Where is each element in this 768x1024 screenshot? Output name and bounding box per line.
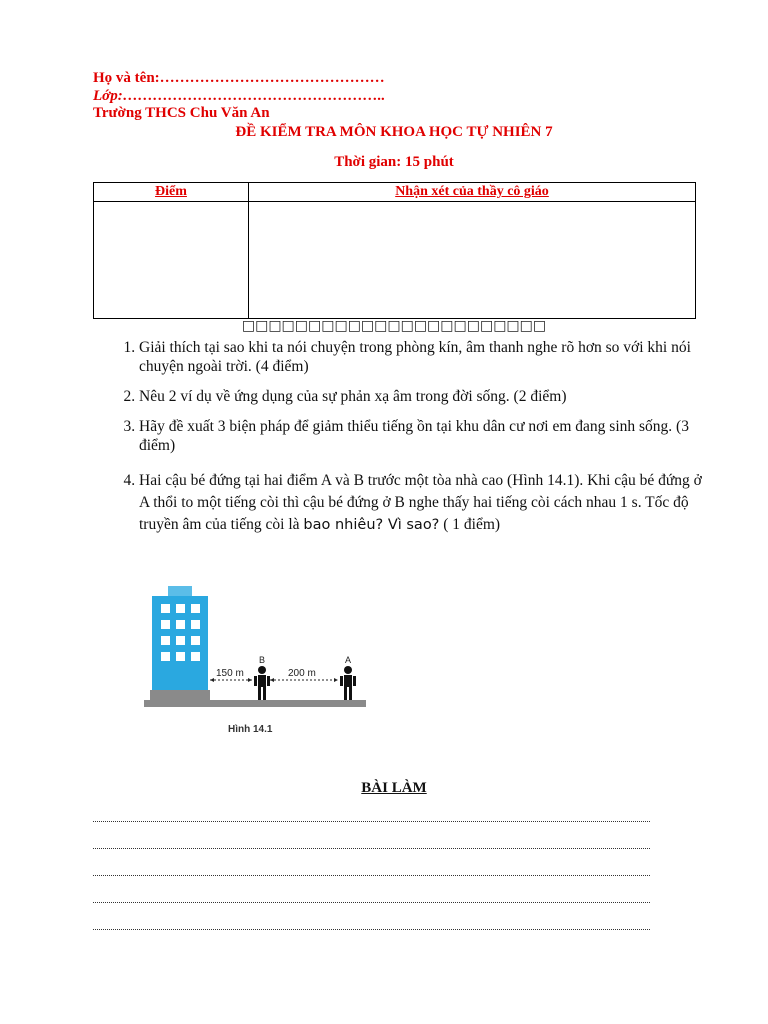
question-3: [139, 417, 703, 455]
school-name: Trường THCS Chu Văn An: [93, 105, 270, 121]
answer-line[interactable]: [93, 902, 650, 903]
score-cell[interactable]: [94, 202, 249, 319]
question-2-text: Nêu 2 ví dụ về ứng dụng của sự phản xạ âm trong đời sống. (2 điểm): [139, 388, 567, 405]
label-150m: 150 m: [216, 668, 244, 679]
person-b: [254, 666, 270, 700]
figure-caption: Hình 14.1: [228, 724, 273, 735]
label-a: A: [345, 655, 352, 665]
answer-line[interactable]: [93, 929, 650, 930]
question-4: [139, 470, 703, 536]
student-name-line: Họ và tên:………………………………………: [93, 70, 385, 86]
placeholder-glyphs: □□□□□□□□□□□□□□□□□□□□□□□: [241, 318, 547, 334]
person-a: [340, 666, 356, 700]
answer-title: BÀI LÀM: [361, 780, 427, 796]
question-4-text: Hai cậu bé đứng tại hai điểm A và B trước một tòa nhà cao (Hình 14.1). Khi cậu bé đứng ở A thổi to một tiếng còi thì cậu bé đứng ở B nghe thấy hai tiếng còi cách nhau 1 s. Tốc độ truyền âm của tiếng còi là: [139, 472, 702, 533]
building-base: [150, 690, 210, 700]
building-roof: [168, 586, 192, 596]
question-3-text: Hãy đề xuất 3 biện pháp để giảm thiểu tiếng ồn tại khu dân cư nơi em đang sinh sống. (3 điểm): [139, 418, 689, 454]
label-200m: 200 m: [288, 668, 316, 679]
ground: [144, 700, 366, 707]
answer-line[interactable]: [93, 848, 650, 849]
exam-title: ĐỀ KIỂM TRA MÔN KHOA HỌC TỰ NHIÊN 7: [235, 124, 553, 140]
question-4-ask: bao nhiêu? Vì sao?: [303, 517, 440, 533]
question-4-points: ( 1 điểm): [439, 516, 501, 533]
question-list: [93, 338, 703, 536]
grade-table: [93, 182, 696, 319]
answer-line[interactable]: [93, 875, 650, 876]
label-b: B: [259, 655, 266, 665]
class-line: Lớp:……………………………………………..: [93, 88, 386, 104]
comment-header: Nhận xét của thầy cô giáo: [249, 183, 696, 202]
question-1-text: Giải thích tại sao khi ta nói chuyện trong phòng kín, âm thanh nghe rõ hơn so với khi nói chuyện ngoài trời. (4 điểm): [139, 339, 691, 375]
score-header: Điểm: [94, 183, 249, 202]
exam-time: Thời gian: 15 phút: [334, 154, 454, 170]
question-1: [139, 338, 703, 376]
figure-14-1: [140, 582, 370, 742]
question-2: [139, 387, 703, 406]
answer-line[interactable]: [93, 821, 650, 822]
comment-cell[interactable]: [249, 202, 696, 319]
figure-illustration: [140, 582, 370, 742]
